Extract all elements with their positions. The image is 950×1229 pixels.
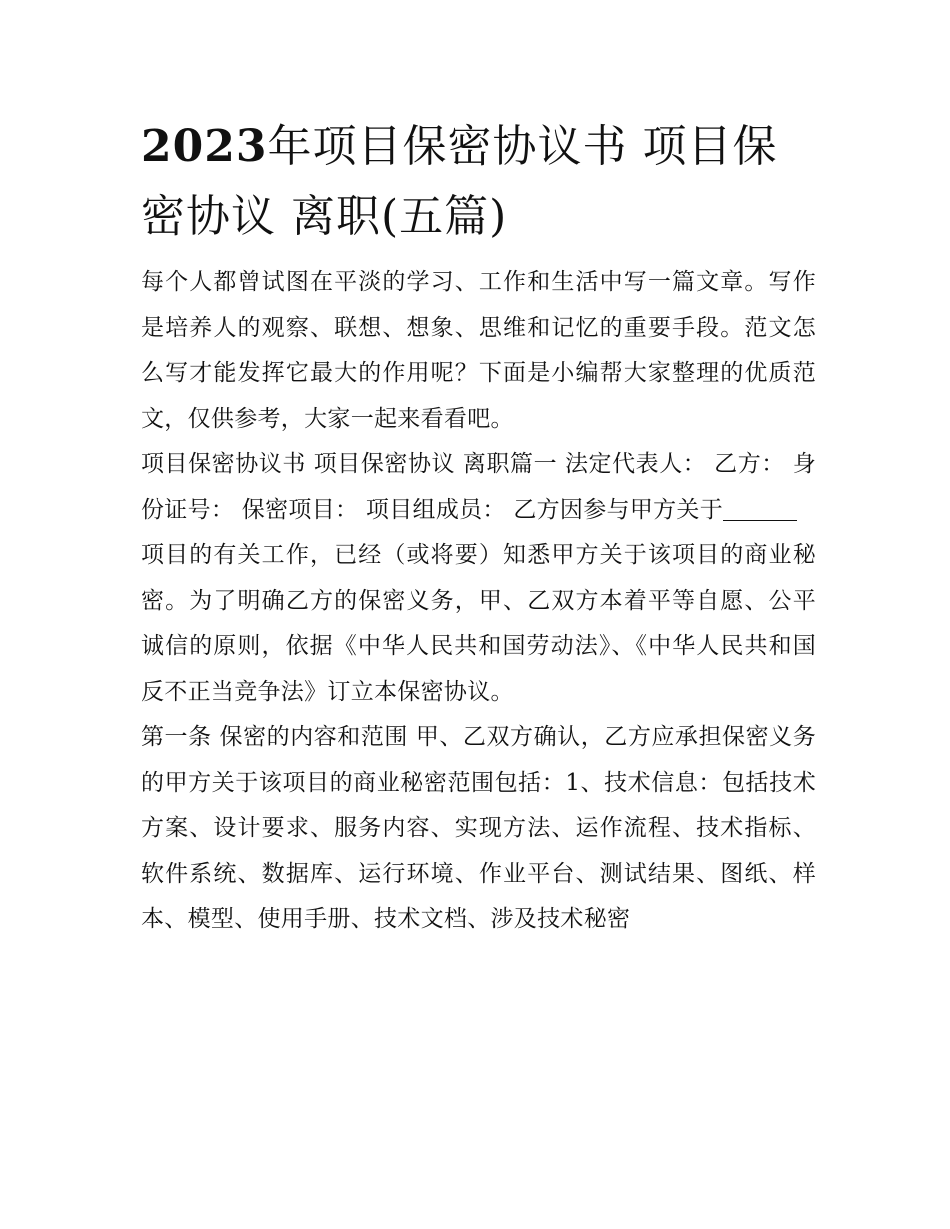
title-text: 年项目保密协议书 项目保密协议 离职(五篇): [141, 121, 778, 242]
agreement-purpose-paragraph: 项目的有关工作，已经（或将要）知悉甲方关于该项目的商业秘密。为了明确乙方的保密义务，甲、乙双方本着平等自愿、公平诚信的原则，依据《中华人民共和国劳动法》、《中华人民共和国反不正当竞争法》订立本保密协议。: [141, 542, 816, 705]
agreement-header-text: 项目保密协议书 项目保密协议 离职篇一 法定代表人： 乙方： 身份证号： 保密项目： 项目组成员： 乙方因参与甲方关于: [141, 451, 816, 523]
document-title: [141, 112, 816, 252]
fill-in-blank: [723, 496, 797, 521]
agreement-header-paragraph: [141, 442, 816, 533]
title-year: 2023: [141, 121, 268, 172]
intro-paragraph: 每个人都曾试图在平淡的学习、工作和生活中写一篇文章。写作是培养人的观察、联想、想象、思维和记忆的重要手段。范文怎么写才能发挥它最大的作用呢？下面是小编帮大家整理的优质范文，仅供参考，大家一起来看看吧。: [141, 269, 816, 432]
article-one-paragraph: 第一条 保密的内容和范围 甲、乙双方确认，乙方应承担保密义务的甲方关于该项目的商业秘密范围包括：1、技术信息：包括技术方案、设计要求、服务内容、实现方法、运作流程、技术指标、软件系统、数据库、运行环境、作业平台、测试结果、图纸、样本、模型、使用手册、技术文档、涉及技术秘密: [141, 724, 816, 932]
document-page: [141, 112, 816, 943]
